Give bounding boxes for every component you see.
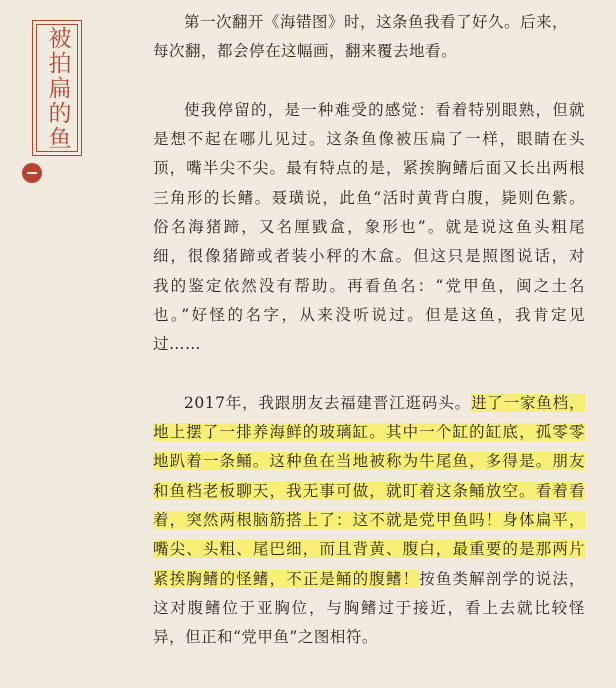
plain-span: 2017年，我跟朋友去福建晋江逛码头。 (184, 393, 471, 412)
chapter-title: 被拍扁的鱼 (44, 25, 71, 151)
text-line: 顶，嘴半尖不尖。最有特点的是，紧挨胸鳍后面又长出两根 (153, 159, 585, 178)
text-line: 使我停留的，是一种难受的感觉：看着特别眼熟，但就 (184, 100, 585, 119)
text-line: 过…… (153, 335, 202, 354)
highlighted-span: 看着看 (535, 481, 585, 500)
chapter-number-glyph (27, 172, 37, 174)
text-line (153, 535, 585, 564)
text-line: 细，很像猪蹄或者装小秤的木盒。但这只是照图说话，对 (153, 247, 585, 266)
chapter-title-box (32, 20, 82, 156)
highlighted-span: 进了一家鱼档， (470, 393, 585, 412)
chapter-number-marker (22, 163, 42, 183)
text-line: 异，但正和“党甲鱼”之图相符。 (153, 628, 378, 647)
highlighted-span: 着，突然两根脑筋搭上了：这不就是党甲鱼吗！身体扁平， (153, 511, 585, 530)
highlighted-span: 地上摆了一排养海鲜的玻璃缸。其中一个缸的缸底，孤零零 (153, 423, 585, 442)
text-line: 也。”好怪的名字，从来没听说过。但是这鱼，我肯定见 (153, 305, 585, 324)
text-line: 我的鉴定依然没有帮助。再看鱼名：“党甲鱼，闽之土名 (153, 276, 585, 295)
highlighted-span: 嘴尖、头粗、尾巴细，而且背黄、腹白，最重要的是那两片 (153, 540, 585, 559)
text-line: 每次翻，都会停在这幅画，翻来覆去地看。 (153, 42, 458, 61)
highlighted-span: 紧挨胸鳍的怪鳍，不正是鲬的腹鳍！ (153, 569, 420, 588)
body-text (153, 8, 585, 653)
text-line (153, 477, 585, 506)
text-line: 俗名海猪蹄，又名厘戥盒，象形也”。就是说这鱼头粗尾 (153, 218, 585, 237)
highlighted-span: 和鱼档老板聊天，我无事可做，就盯着这条鲬放空。 (153, 481, 536, 500)
text-line: 这对腹鳍位于亚胸位，与胸鳍过于接近，看上去就比较怪 (153, 598, 585, 617)
text-line: 是想不起在哪儿见过。这条鱼像被压扁了一样，眼睛在头 (153, 130, 585, 149)
text-line (153, 506, 585, 535)
text-line (153, 565, 585, 594)
plain-span: 按鱼类解剖学的说法， (419, 569, 585, 588)
text-line: 第一次翻开《海错图》时，这条鱼我看了好久。后来， (184, 13, 569, 31)
highlighted-span: 地趴着一条鲬。这种鱼在当地被称为牛尾鱼，多得是。朋友 (153, 452, 585, 471)
text-line (153, 447, 585, 476)
text-line (153, 389, 585, 418)
text-line: 三角形的长鳍。聂璜说，此鱼“活时黄背白腹，毙则色紫。 (153, 188, 585, 207)
text-line (153, 418, 585, 447)
